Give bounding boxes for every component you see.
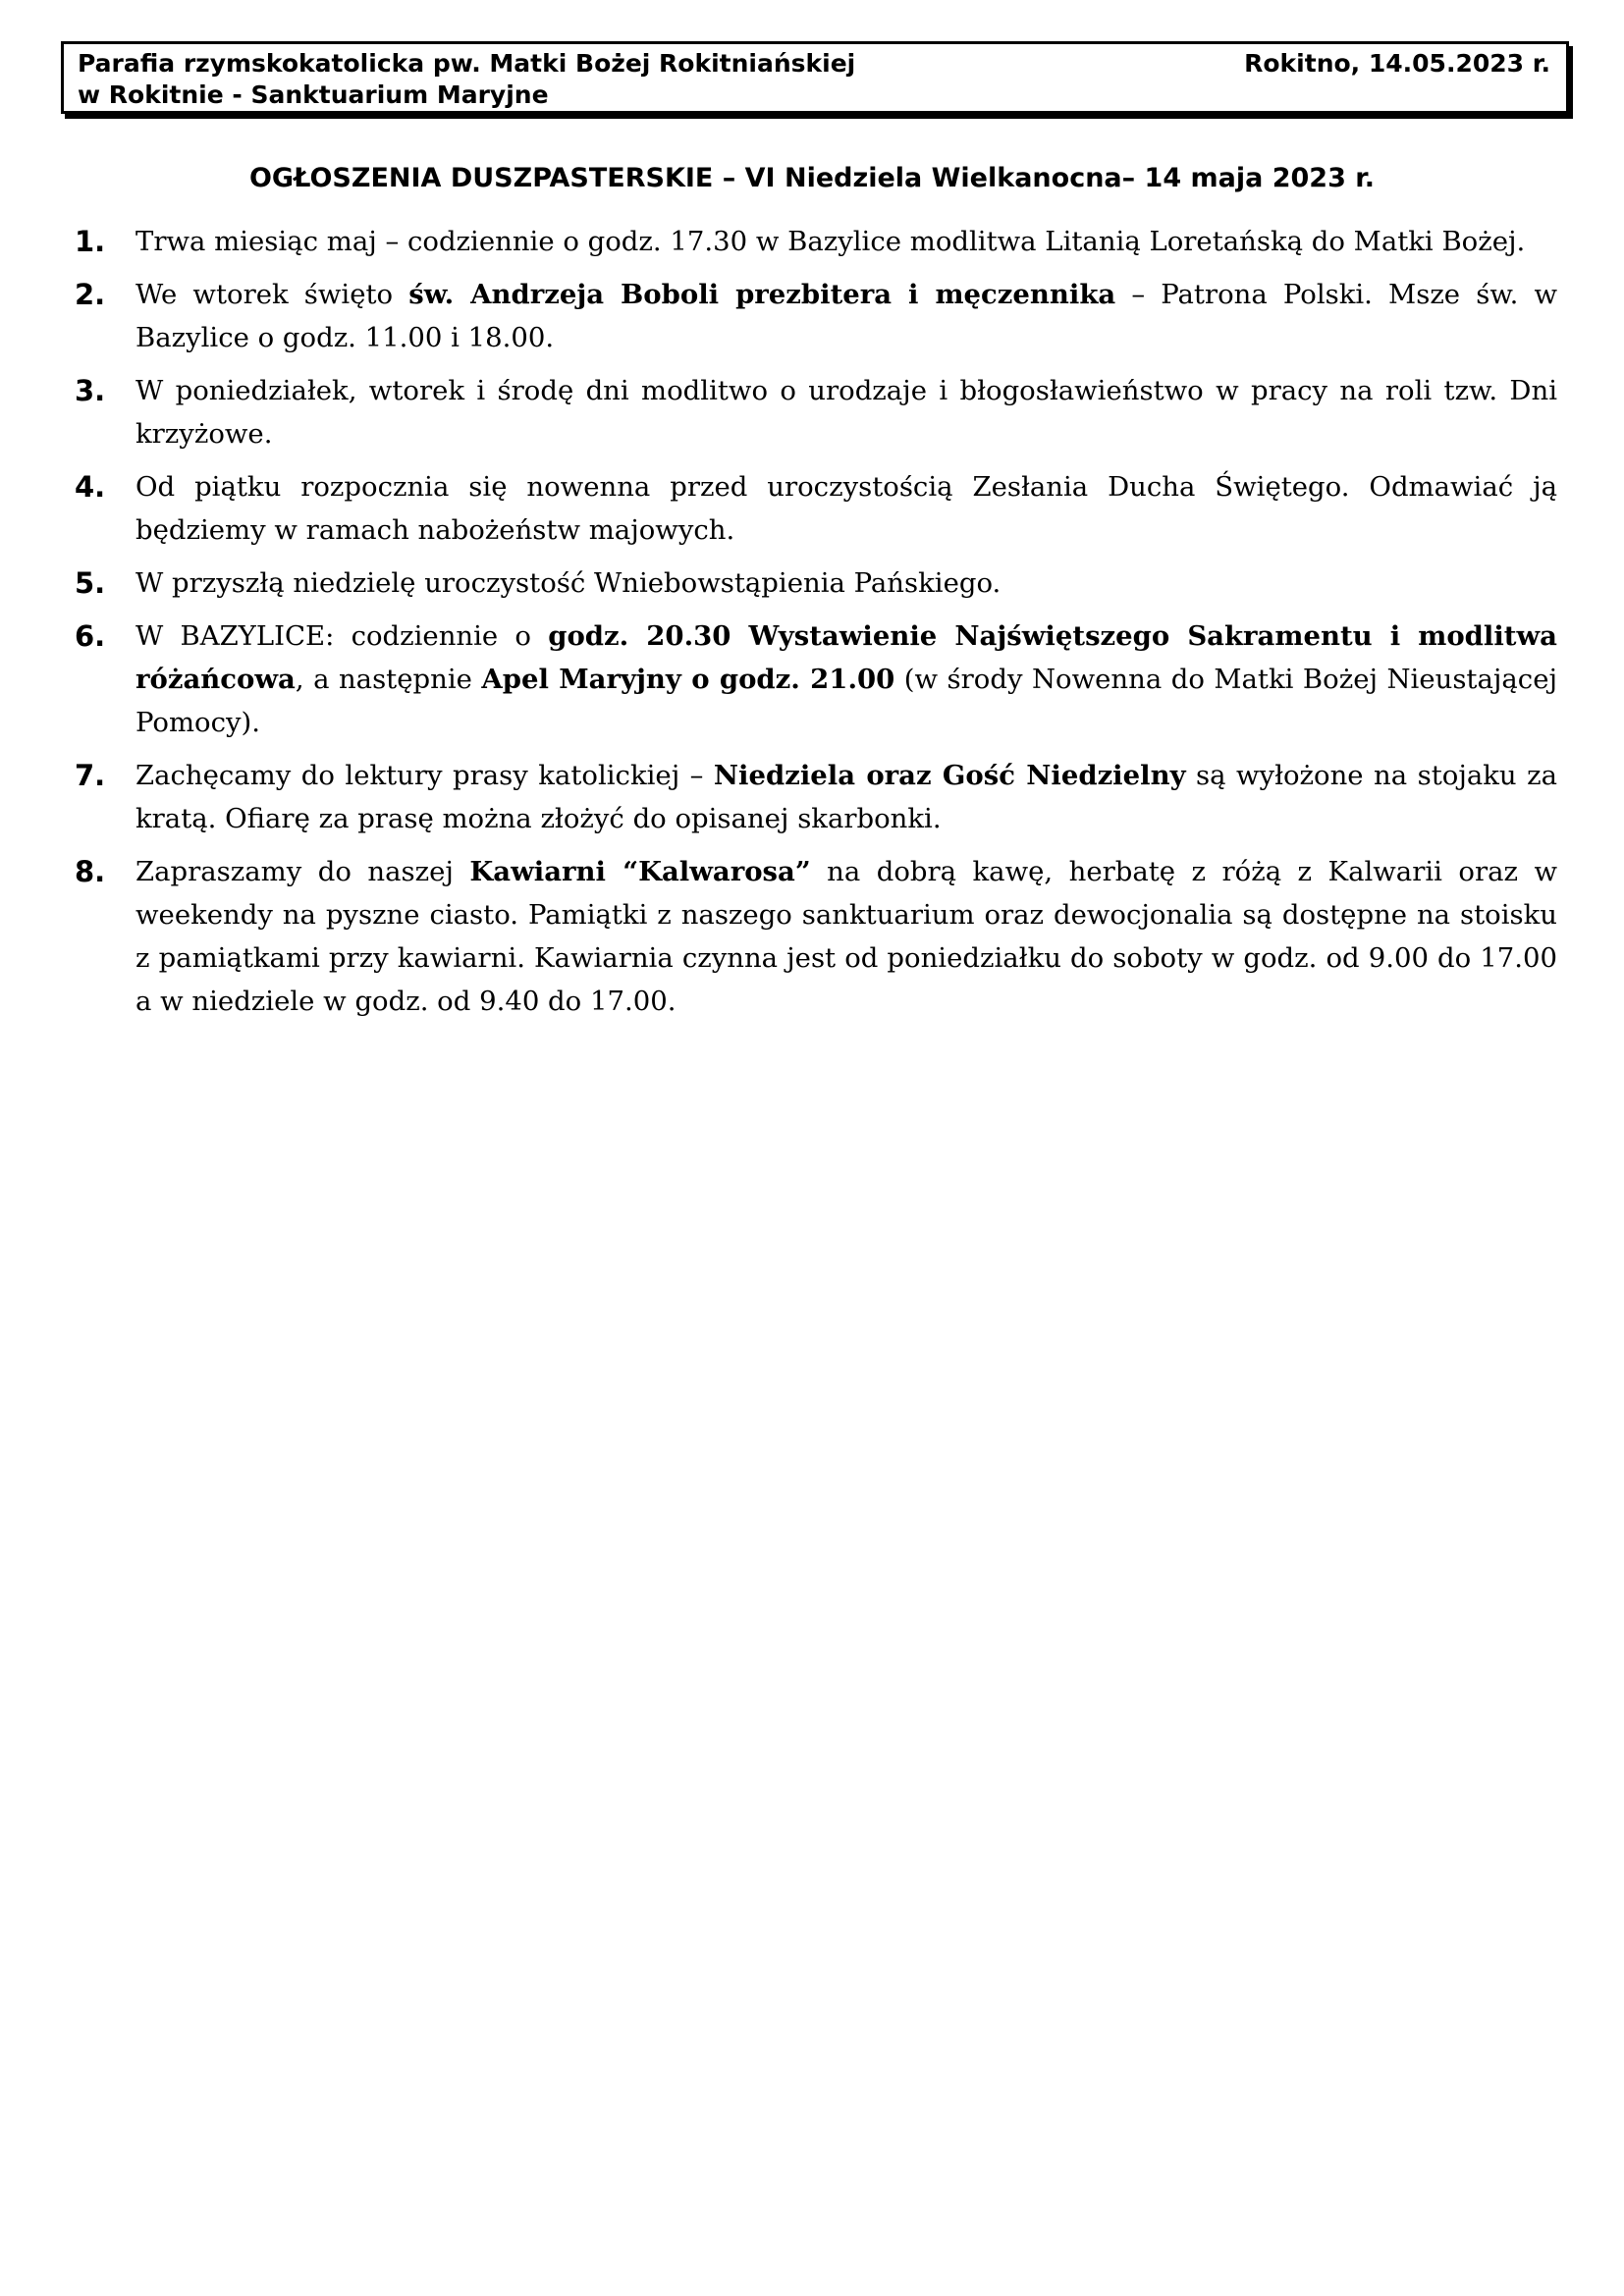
- item-text-run: są wyłożone na stojaku za kratą. Ofiarę za prasę można złożyć do opisanej skarbonki.: [135, 760, 1557, 834]
- item-text-run: Zapraszamy do naszej: [135, 856, 470, 887]
- parish-name-line2: w Rokitnie - Sanktuarium Maryjne: [78, 80, 549, 109]
- item-number: 7.: [75, 759, 106, 792]
- item-text-bold: Apel Maryjny o godz. 21.00: [481, 664, 895, 695]
- item-text-run: We wtorek święto: [135, 279, 409, 310]
- parish-name-line1: Parafia rzymskokatolicka pw. Matki Bożej Rokitniańskiej: [78, 49, 856, 78]
- item-text-run: Od piątku rozpocznia się nowenna przed uroczystością Zesłania Ducha Świętego. Odmawiać ją będziemy w ramach nabożeństw majowych.: [135, 471, 1557, 546]
- announcement-item: [75, 850, 1557, 1023]
- item-text-bold: godz. 20.30 Wystawienie Najświętszego Sakramentu i modlitwa różańcowa: [135, 620, 1557, 695]
- announcement-item: [75, 465, 1557, 552]
- announcement-item: [75, 220, 1557, 263]
- item-number: 2.: [75, 278, 106, 311]
- item-text-run: W BAZYLICE: codziennie o: [135, 620, 549, 652]
- page-title: OGŁOSZENIA DUSZPASTERSKIE – VI Niedziela Wielkanocna– 14 maja 2023 r.: [248, 163, 1376, 193]
- announcement-item: [75, 754, 1557, 840]
- item-text-run: na dobrą kawę, herbatę z różą z Kalwarii oraz w weekendy na pyszne ciasto. Pamiątki z naszego sanktuarium oraz dewocjonalia są dostępne na stoisku z pamiątkami przy kawiarni. Kawiarnia czynna jest od poniedziałku do soboty w godz. od 9.00 do 17.00 a w niedziele w godz. od 9.40 do 17.00.: [135, 856, 1557, 1017]
- item-text-run: W przyszłą niedzielę uroczystość Wniebowstąpienia Pańskiego.: [135, 567, 1001, 599]
- item-number: 8.: [75, 855, 106, 888]
- announcement-item: [75, 561, 1557, 605]
- item-text-bold: św. Andrzeja Boboli prezbitera i męczennika: [408, 279, 1116, 310]
- item-text: [135, 614, 1557, 744]
- announcement-item: [75, 273, 1557, 359]
- header-box: [61, 41, 1569, 114]
- announcements-list: [75, 220, 1557, 1033]
- item-text-run: W poniedziałek, wtorek i środę dni modlitwo o urodzaje i błogosławieństwo w pracy na roli tzw. Dni krzyżowe.: [135, 375, 1557, 450]
- item-text: [135, 220, 1557, 263]
- item-text: [135, 273, 1557, 359]
- item-text-bold: Niedziela oraz Gość Niedzielny: [713, 760, 1186, 791]
- item-number: 6.: [75, 619, 106, 653]
- item-number: 4.: [75, 470, 106, 504]
- item-text: [135, 850, 1557, 1023]
- item-text-run: – Patrona Polski. Msze św. w Bazylice o godz. 11.00 i 18.00.: [135, 279, 1558, 353]
- item-text: [135, 369, 1557, 455]
- item-text-run: Zachęcamy do lektury prasy katolickiej –: [135, 760, 714, 791]
- item-text-bold: Kawiarni “Kalwarosa”: [469, 856, 811, 887]
- item-text-run: (w środy Nowenna do Matki Bożej Nieustającej Pomocy).: [135, 664, 1558, 738]
- announcement-item: [75, 614, 1557, 744]
- item-text-run: Trwa miesiąc maj – codziennie o godz. 17.30 w Bazylice modlitwa Litanią Loretańską do Matki Bożej.: [135, 226, 1526, 257]
- item-text-run: , a następnie: [295, 664, 482, 695]
- announcement-item: [75, 369, 1557, 455]
- item-number: 1.: [75, 225, 106, 258]
- item-number: 5.: [75, 566, 106, 600]
- item-text: [135, 465, 1557, 552]
- item-text: [135, 561, 1557, 605]
- header-date: Rokitno, 14.05.2023 r.: [1244, 49, 1550, 78]
- item-text: [135, 754, 1557, 840]
- item-number: 3.: [75, 374, 106, 407]
